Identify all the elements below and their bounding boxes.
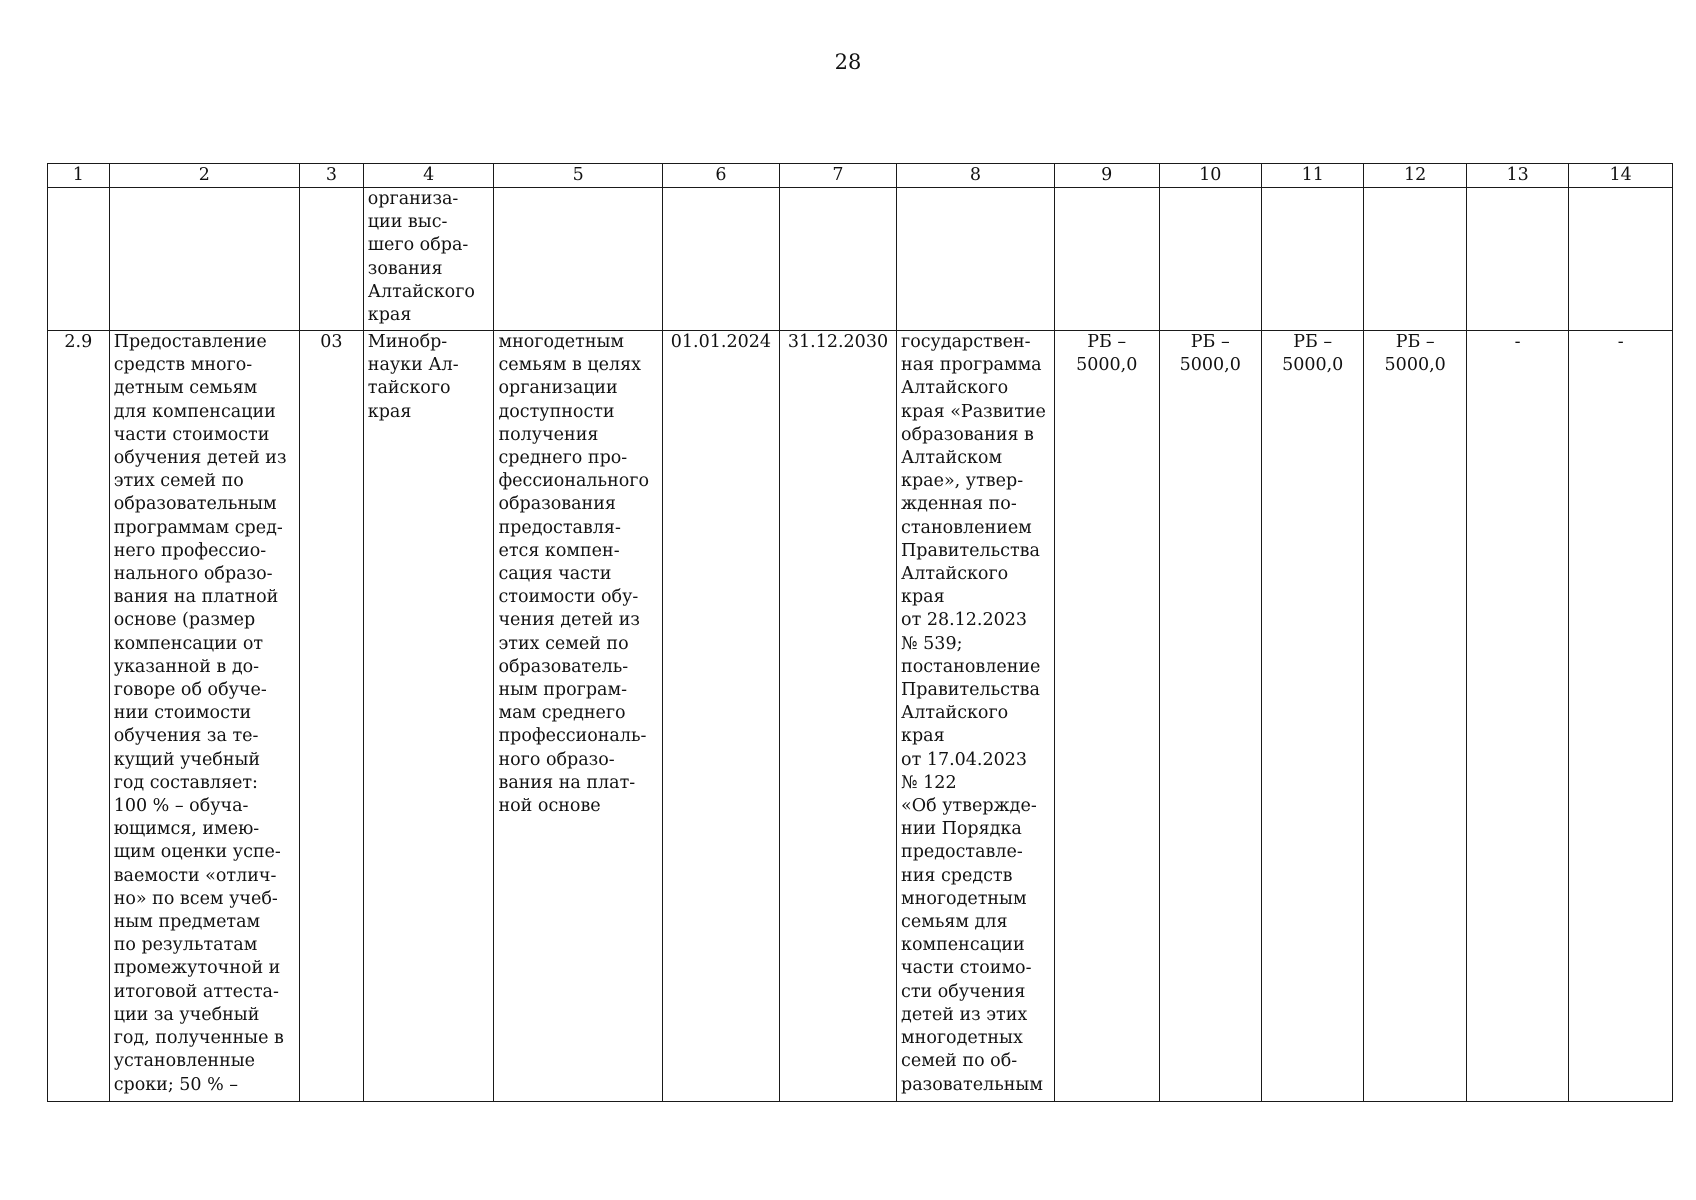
- table-header-row: [48, 164, 1673, 188]
- funding-cell: РБ – 5000,0: [1159, 331, 1261, 1102]
- end-date-cell: 31.12.2030: [779, 331, 896, 1102]
- table-cell: [48, 188, 110, 331]
- start-date-cell: 01.01.2024: [662, 331, 779, 1102]
- header-cell: 14: [1569, 164, 1673, 188]
- header-cell: 7: [779, 164, 896, 188]
- funding-cell: РБ – 5000,0: [1364, 331, 1466, 1102]
- funding-cell: -: [1569, 331, 1673, 1102]
- funding-cell: РБ – 5000,0: [1054, 331, 1159, 1102]
- header-cell: 6: [662, 164, 779, 188]
- page-number: 28: [834, 50, 862, 74]
- table-cell: [662, 188, 779, 331]
- program-table: [47, 163, 1673, 1102]
- header-cell: 9: [1054, 164, 1159, 188]
- continuation-row: [48, 188, 1673, 331]
- table-row: [48, 331, 1673, 1102]
- header-cell: 3: [300, 164, 364, 188]
- header-cell: 12: [1364, 164, 1466, 188]
- table-cell: [300, 188, 364, 331]
- header-cell: 2: [109, 164, 299, 188]
- table-cell: [897, 188, 1055, 331]
- header-cell: 8: [897, 164, 1055, 188]
- legal-basis-cell: государствен- ная программа Алтайского края «Развитие образования в Алтайском крае», утвер- жденная по- становлением Правительства Алтайского края от 28.12.2023 № 539; постановление Правительства Алтайского края от 17.04.2023 № 122 «Об утвержде- нии Порядка предоставле- ния средств многодетным семьям для компенсации части стоимо- сти обучения детей из этих многодетных семей по об- разовательным: [897, 331, 1055, 1102]
- measure-description-cell: Предоставление средств много- детным семьям для компенсации части стоимости обучения детей из этих семей по образовательным программам сред- него профессио- нального образо- вания на платной основе (размер компенсации от указанной в до- говоре об обуче- нии стоимости обучения за те- кущий учебный год составляет: 100 % – обуча- ющимся, имею- щим оценки успе- ваемости «отлич- но» по всем учеб- ным предметам по результатам промежуточной и итоговой аттеста- ции за учебный год, полученные в установленные сроки; 50 % –: [109, 331, 299, 1102]
- table-cell: [779, 188, 896, 331]
- item-number-cell: 2.9: [48, 331, 110, 1102]
- header-cell: 4: [363, 164, 494, 188]
- table-cell: [1159, 188, 1261, 331]
- expected-result-cell: многодетным семьям в целях организации доступности получения среднего про- фессионального образования предоставля- ется компен- сация части стоимости обу- чения детей из этих семей по образователь- ным програм- мам среднего профессиональ- ного образо- вания на плат- ной основе: [494, 331, 662, 1102]
- funding-cell: -: [1466, 331, 1568, 1102]
- table-cell: [109, 188, 299, 331]
- header-cell: 1: [48, 164, 110, 188]
- header-cell: 11: [1261, 164, 1363, 188]
- table-cell: [1569, 188, 1673, 331]
- executor-cell: Минобр- науки Ал- тайского края: [363, 331, 494, 1102]
- table-cell: [1364, 188, 1466, 331]
- header-cell: 5: [494, 164, 662, 188]
- executor-cell: организа- ции выс- шего обра- зования Алтайского края: [363, 188, 494, 331]
- table-cell: [1466, 188, 1568, 331]
- funding-cell: РБ – 5000,0: [1261, 331, 1363, 1102]
- header-cell: 10: [1159, 164, 1261, 188]
- table-cell: [1261, 188, 1363, 331]
- table-cell: [1054, 188, 1159, 331]
- code-cell: 03: [300, 331, 364, 1102]
- header-cell: 13: [1466, 164, 1568, 188]
- table-cell: [494, 188, 662, 331]
